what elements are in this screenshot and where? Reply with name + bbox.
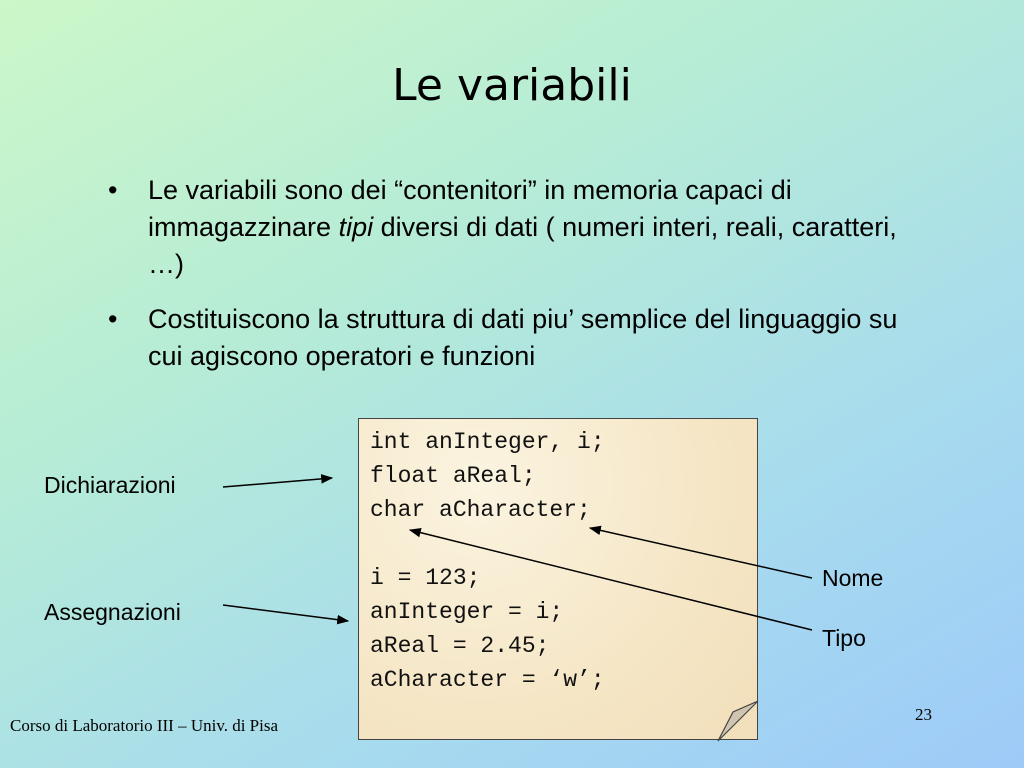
page-number: 23 bbox=[915, 705, 932, 724]
arrow-name bbox=[590, 528, 812, 578]
bullet-icon: • bbox=[108, 175, 118, 205]
code-line: char aCharacter; bbox=[370, 497, 591, 523]
code-line: aReal = 2.45; bbox=[370, 633, 550, 659]
code-line: int anInteger, i; bbox=[370, 429, 605, 455]
code-line: i = 123; bbox=[370, 565, 481, 591]
code-block bbox=[370, 425, 605, 697]
code-line: aCharacter = ‘w’; bbox=[370, 667, 605, 693]
bullet-text-emphasis: tipi bbox=[338, 212, 374, 242]
label-declarations: Dichiarazioni bbox=[44, 472, 176, 498]
label-type: Tipo bbox=[822, 625, 866, 651]
page-fold-icon bbox=[718, 701, 758, 741]
bullet-text-part: Le variabili sono dei “contenitori” in memoria capaci di immagazzinare bbox=[148, 175, 792, 242]
bullet-icon: • bbox=[108, 304, 118, 334]
code-line bbox=[370, 527, 605, 561]
slide-title: Le variabili bbox=[392, 60, 632, 111]
bullet-text-part: diversi di dati ( numeri interi, reali, caratteri, …) bbox=[148, 212, 897, 279]
label-assignments: Assegnazioni bbox=[44, 599, 181, 625]
label-name: Nome bbox=[822, 565, 884, 591]
arrow-assignments bbox=[223, 605, 348, 621]
bullet-text: Costituiscono la struttura di dati piu’ semplice del linguaggio su cui agiscono operatori e funzioni bbox=[148, 304, 898, 371]
footer-text: Corso di Laboratorio III – Univ. di Pisa bbox=[10, 716, 279, 735]
code-line: anInteger = i; bbox=[370, 599, 564, 625]
arrow-declarations bbox=[223, 478, 332, 487]
code-line: float aReal; bbox=[370, 463, 536, 489]
